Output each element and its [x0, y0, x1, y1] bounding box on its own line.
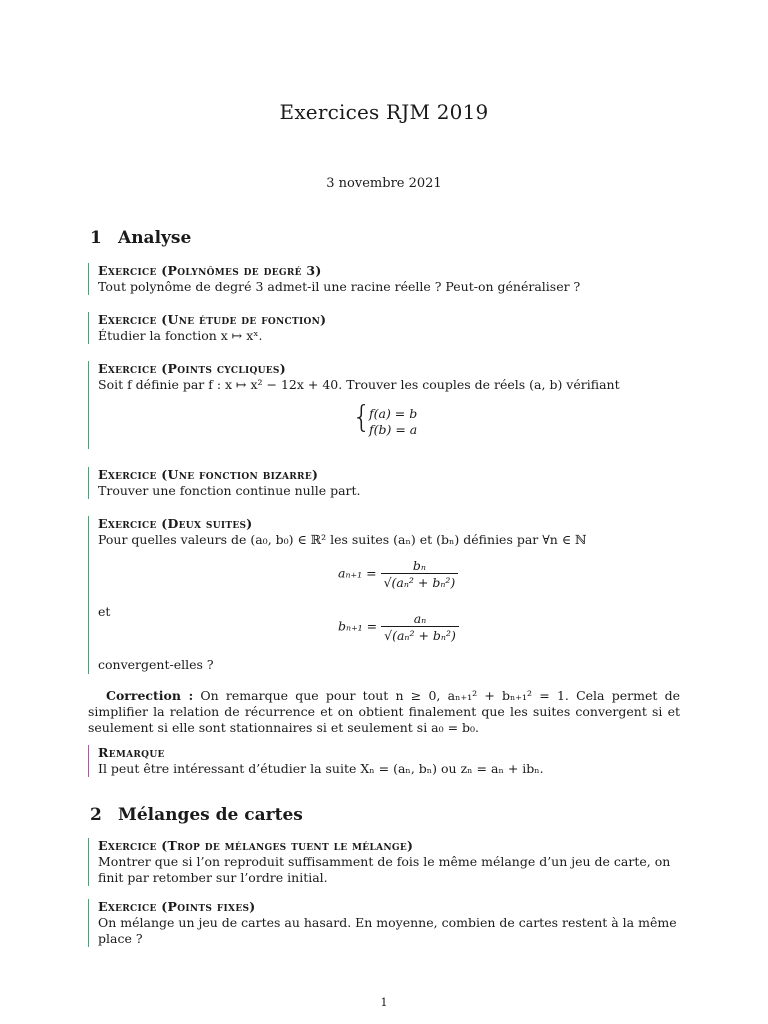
exercise-question: convergent-elles ?: [98, 657, 214, 672]
exercise-heading: Exercice (Points cycliques): [98, 361, 286, 376]
correction-text: On remarque que pour tout n ≥ 0, aₙ₊₁² + bₙ₊₁² = 1. Cela permet de simplifier la relation de récurrence et on obtient finalement que les suites convergent si et seulement si elle sont stationnaires si et seulement si a₀ = b₀.: [88, 688, 680, 735]
fraction-denominator: √(aₙ² + bₙ²): [381, 626, 459, 643]
exercise-body: Étudier la fonction x ↦ xˣ.: [98, 328, 263, 343]
remark-box: [88, 745, 698, 777]
recurrence-equation-b: [338, 611, 459, 643]
exercise-heading: Exercice (Points fixes): [98, 899, 256, 914]
section-heading-melanges: [90, 805, 303, 825]
exercise-heading: Exercice (Une étude de fonction): [98, 312, 327, 327]
section-title: Mélanges de cartes: [118, 805, 303, 825]
fraction-numerator: bₙ: [412, 558, 426, 573]
fraction: [381, 611, 459, 643]
correction-paragraph: [88, 688, 680, 736]
exercise-box: [88, 516, 698, 674]
fraction-denominator: √(aₙ² + bₙ²): [381, 573, 459, 590]
exercise-box: [88, 263, 698, 295]
exercise-heading: Exercice (Deux suites): [98, 516, 253, 531]
recurrence-equation-a: [338, 558, 458, 590]
section-heading-analyse: [90, 228, 191, 248]
exercise-heading: Exercice (Une fonction bizarre): [98, 467, 319, 482]
connector-word: et: [98, 604, 111, 619]
fraction: [381, 558, 459, 590]
exercise-box: [88, 312, 698, 344]
equation-lhs: aₙ₊₁ =: [338, 565, 377, 581]
exercise-box: [88, 467, 698, 499]
exercise-body: Soit f définie par f : x ↦ x² − 12x + 40. Trouver les couples de réels (a, b) vérifiant: [98, 377, 620, 392]
remark-heading: Remarque: [98, 745, 165, 760]
section-title: Analyse: [118, 228, 192, 248]
remark-body: Il peut être intéressant d’étudier la suite Xₙ = (aₙ, bₙ) ou zₙ = aₙ + ibₙ.: [98, 761, 544, 776]
correction-label: Correction :: [106, 688, 194, 703]
exercise-body: On mélange un jeu de cartes au hasard. En moyenne, combien de cartes restent à la même place ?: [98, 915, 677, 946]
exercise-body: Trouver une fonction continue nulle part.: [98, 483, 361, 498]
exercise-box: [88, 899, 698, 947]
exercise-heading: Exercice (Trop de mélanges tuent le mélange): [98, 838, 414, 853]
section-number: 2: [90, 805, 102, 825]
exercise-body: Montrer que si l’on reproduit suffisamment de fois le même mélange d’un jeu de carte, on finit par retomber sur l’ordre initial.: [98, 854, 671, 885]
exercise-body: Pour quelles valeurs de (a₀, b₀) ∈ ℝ² les suites (aₙ) et (bₙ) définies par ∀n ∈ ℕ: [98, 532, 587, 547]
document-title: Exercices RJM 2019: [279, 100, 489, 124]
exercise-body: Tout polynôme de degré 3 admet-il une racine réelle ? Peut-on généraliser ?: [98, 279, 581, 294]
exercise-heading: Exercice (Polynômes de degré 3): [98, 263, 322, 278]
system-equation: f(a) = b: [369, 406, 418, 421]
exercise-box: [88, 838, 698, 886]
system-equation: f(b) = a: [369, 422, 418, 437]
section-number: 1: [90, 228, 102, 248]
fraction-numerator: aₙ: [413, 611, 427, 626]
brace-symbol: {: [352, 400, 372, 435]
equation-lhs: bₙ₊₁ =: [338, 618, 378, 634]
page-number: 1: [380, 996, 388, 1009]
document-date: 3 novembre 2021: [326, 176, 442, 191]
